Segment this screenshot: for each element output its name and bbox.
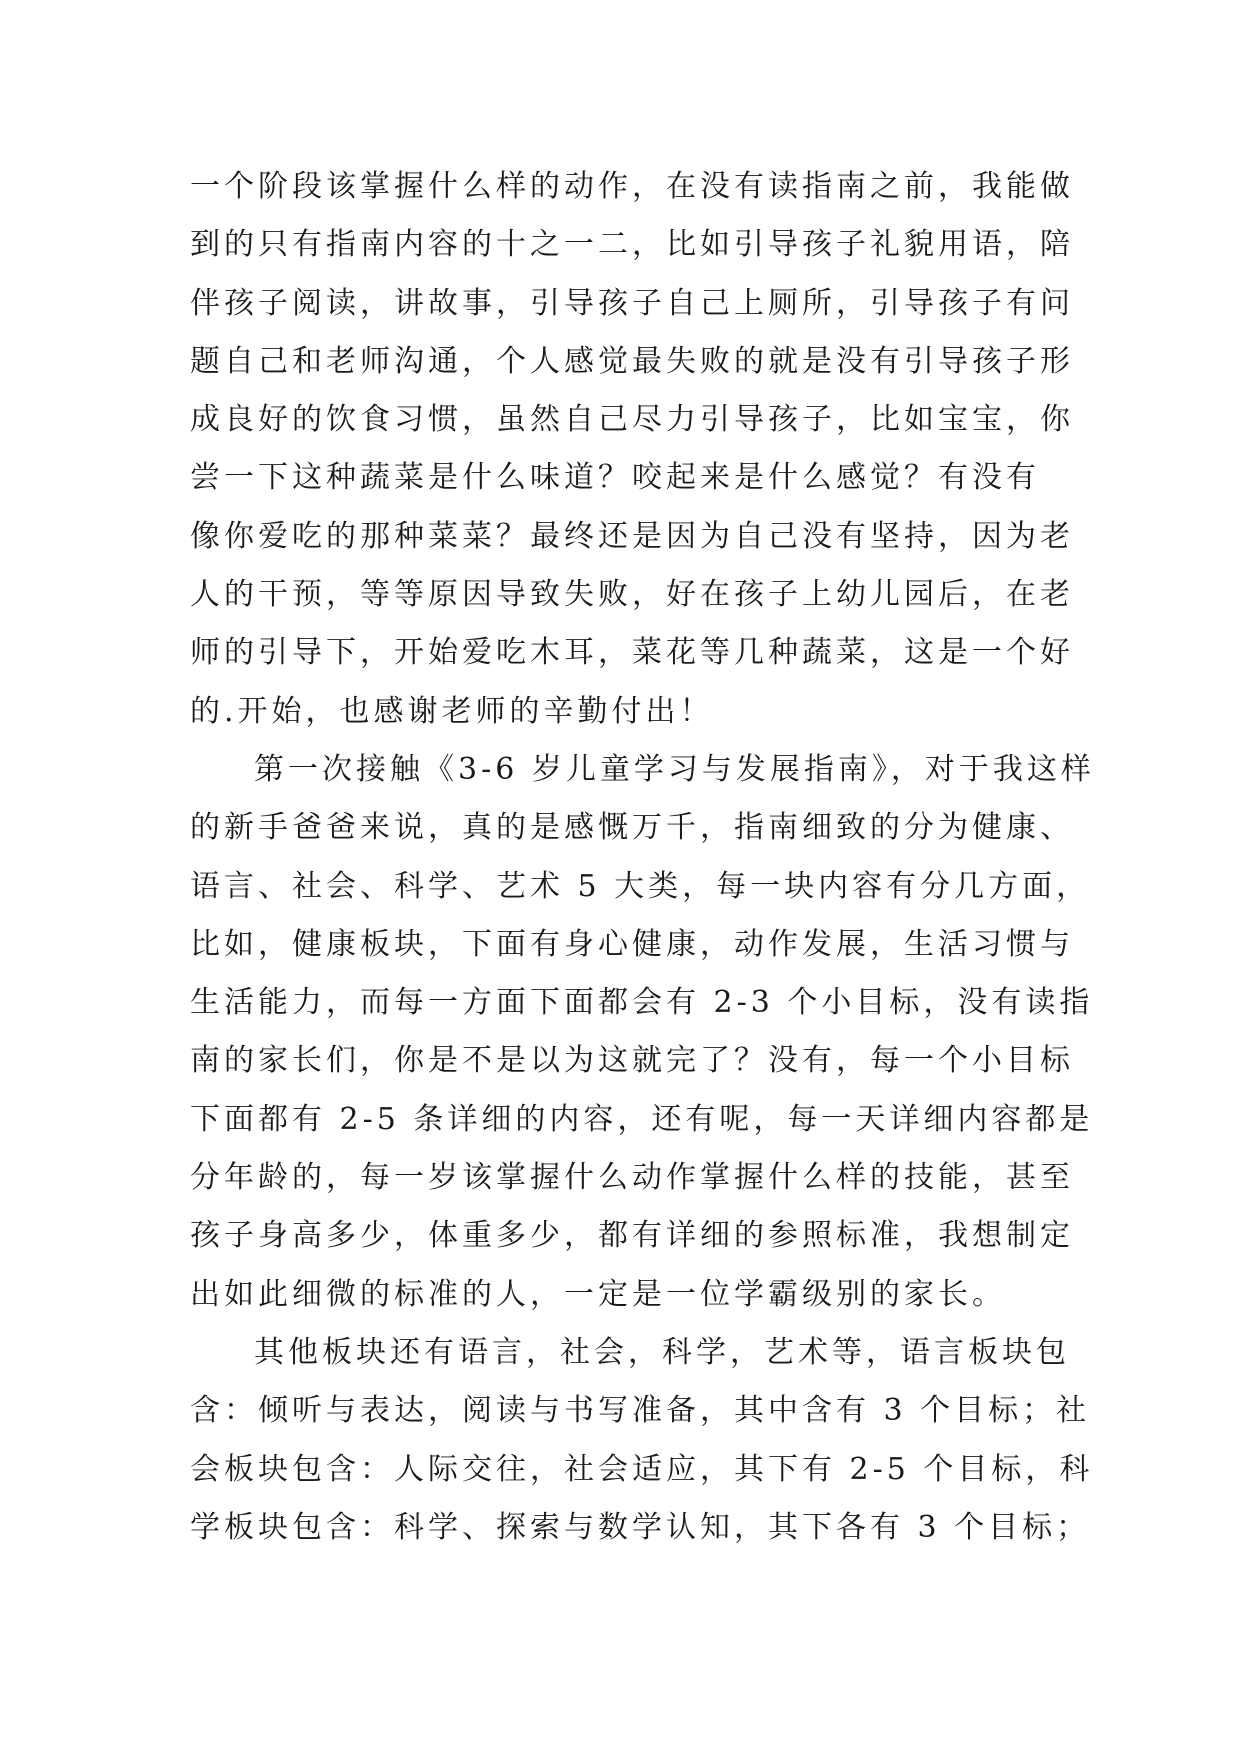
text-line: 一个阶段该掌握什么样的动作，在没有读指南之前，我能做 [190,169,1074,204]
text-line: 会板块包含：人际交往，社会适应，其下有 2-5 个目标，科 [190,1451,1094,1487]
text-line: 人的干预，等等原因导致失败，好在孩子上幼儿园后，在老 [190,577,1074,613]
text-line: 南的家长们，你是不是以为这就完了？没有，每一个小目标 [190,1043,1074,1079]
text-line: 学板块包含：科学、探索与数学认知，其下各有 3 个目标； [190,1509,1091,1545]
document-body [190,158,1095,1557]
text-line: 下面都有 2-5 条详细的内容，还有呢，每一天详细内容都是 [190,1101,1094,1137]
text-line: 尝一下这种蔬菜是什么味道？咬起来是什么感觉？有没有 [190,460,1040,496]
text-line: 出如此细微的标准的人，一定是一位学霸级别的家长。 [190,1276,1006,1312]
text-line: 生活能力，而每一方面下面都会有 2-3 个小目标，没有读指 [190,985,1094,1021]
text-line: 伴孩子阅读，讲故事，引导孩子自己上厕所，引导孩子有问 [190,285,1074,321]
text-line: 孩子身高多少，体重多少，都有详细的参照标准，我想制定 [190,1218,1074,1254]
text-line: 成良好的饮食习惯，虽然自己尽力引导孩子，比如宝宝，你 [190,402,1074,438]
text-line: 师的引导下，开始爱吃木耳，菜花等几种蔬菜，这是一个好 [190,635,1074,671]
text-line: 第一次接触《3-6 岁儿童学习与发展指南》，对于我这样 [254,751,1095,787]
text-line: 其他板块还有语言，社会，科学，艺术等，语言板块包 [254,1334,1070,1370]
text-line: 分年龄的，每一岁该掌握什么动作掌握什么样的技能，甚至 [190,1160,1074,1196]
text-line: 比如，健康板块，下面有身心健康，动作发展，生活习惯与 [190,926,1074,962]
text-line: 语言、社会、科学、艺术 5 大类，每一块内容有分几方面， [190,868,1091,904]
text-line: 含：倾听与表达，阅读与书写准备，其中含有 3 个目标；社 [190,1393,1091,1429]
text-line: 的新手爸爸来说，真的是感慨万千，指南细致的分为健康、 [190,810,1074,846]
text-line: 到的只有指南内容的十之一二，比如引导孩子礼貌用语，陪 [190,227,1074,263]
text-line: 的.开始，也感谢老师的辛勤付出！ [190,693,714,729]
text-line: 题自己和老师沟通，个人感觉最失败的就是没有引导孩子形 [190,343,1074,379]
text-line: 像你爱吃的那种菜菜？最终还是因为自己没有坚持，因为老 [190,518,1074,554]
